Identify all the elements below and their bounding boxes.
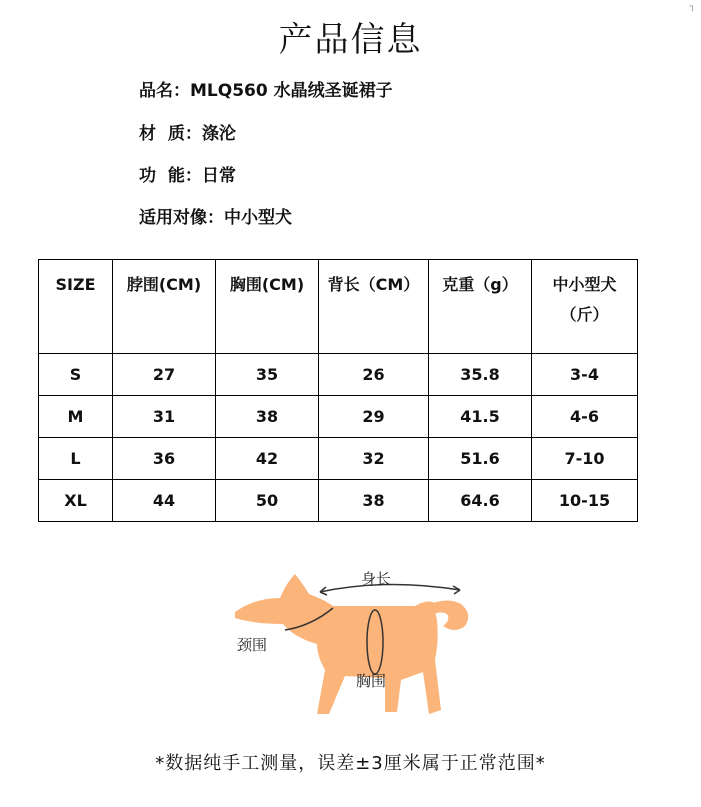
header-neck: 脖围(CM) bbox=[113, 260, 216, 354]
body-length-label: 身长 bbox=[361, 570, 392, 588]
info-value: MLQ560 水晶绒圣诞裙子 bbox=[190, 81, 393, 101]
cell-back: 29 bbox=[319, 396, 429, 438]
cell-dog-weight: 3-4 bbox=[532, 354, 638, 396]
cell-neck: 31 bbox=[113, 396, 216, 438]
cell-back: 26 bbox=[319, 354, 429, 396]
cell-size: S bbox=[39, 354, 113, 396]
table-row bbox=[39, 396, 638, 438]
cell-dog-weight: 10-15 bbox=[532, 480, 638, 522]
cell-weight: 35.8 bbox=[429, 354, 532, 396]
cell-weight: 64.6 bbox=[429, 480, 532, 522]
header-back-length: 背长（CM） bbox=[319, 260, 429, 354]
info-product-name bbox=[139, 76, 393, 101]
cell-size: XL bbox=[39, 480, 113, 522]
cell-size: M bbox=[39, 396, 113, 438]
cell-dog-weight: 7-10 bbox=[532, 438, 638, 480]
corner-mark: ┐ bbox=[689, 2, 695, 12]
footnote: *数据纯手工测量，误差±3厘米属于正常范围* bbox=[155, 753, 546, 774]
info-value: 日常 bbox=[201, 166, 236, 186]
info-label: 材 质： bbox=[139, 124, 202, 144]
cell-chest: 38 bbox=[216, 396, 319, 438]
info-label: 品名： bbox=[139, 81, 190, 101]
cell-size: L bbox=[39, 438, 113, 480]
cell-neck: 27 bbox=[113, 354, 216, 396]
cell-weight: 41.5 bbox=[429, 396, 532, 438]
cell-back: 32 bbox=[319, 438, 429, 480]
cell-weight: 51.6 bbox=[429, 438, 532, 480]
cell-neck: 44 bbox=[113, 480, 216, 522]
table-row bbox=[39, 438, 638, 480]
table-header-row bbox=[39, 260, 638, 354]
table-row bbox=[39, 480, 638, 522]
cell-chest: 35 bbox=[216, 354, 319, 396]
page-title: 产品信息 bbox=[278, 20, 423, 60]
info-value: 涤沦 bbox=[201, 124, 236, 144]
info-target bbox=[139, 203, 292, 228]
cell-back: 38 bbox=[319, 480, 429, 522]
size-table bbox=[38, 259, 638, 522]
cell-chest: 42 bbox=[216, 438, 319, 480]
info-material bbox=[139, 119, 236, 144]
dog-silhouette bbox=[235, 574, 468, 714]
cell-dog-weight: 4-6 bbox=[532, 396, 638, 438]
table-row bbox=[39, 354, 638, 396]
info-label: 适用对像： bbox=[139, 208, 224, 228]
header-weight: 克重（g） bbox=[429, 260, 532, 354]
chest-label: 胸围 bbox=[356, 672, 387, 690]
cell-chest: 50 bbox=[216, 480, 319, 522]
info-value: 中小型犬 bbox=[224, 208, 292, 228]
cell-neck: 36 bbox=[113, 438, 216, 480]
neck-label: 颈围 bbox=[237, 636, 268, 654]
header-dog-weight: 中小型犬 （斤） bbox=[532, 260, 638, 354]
header-size: SIZE bbox=[39, 260, 113, 354]
info-label: 功 能： bbox=[139, 166, 202, 186]
header-chest: 胸围(CM) bbox=[216, 260, 319, 354]
info-function bbox=[139, 161, 236, 186]
